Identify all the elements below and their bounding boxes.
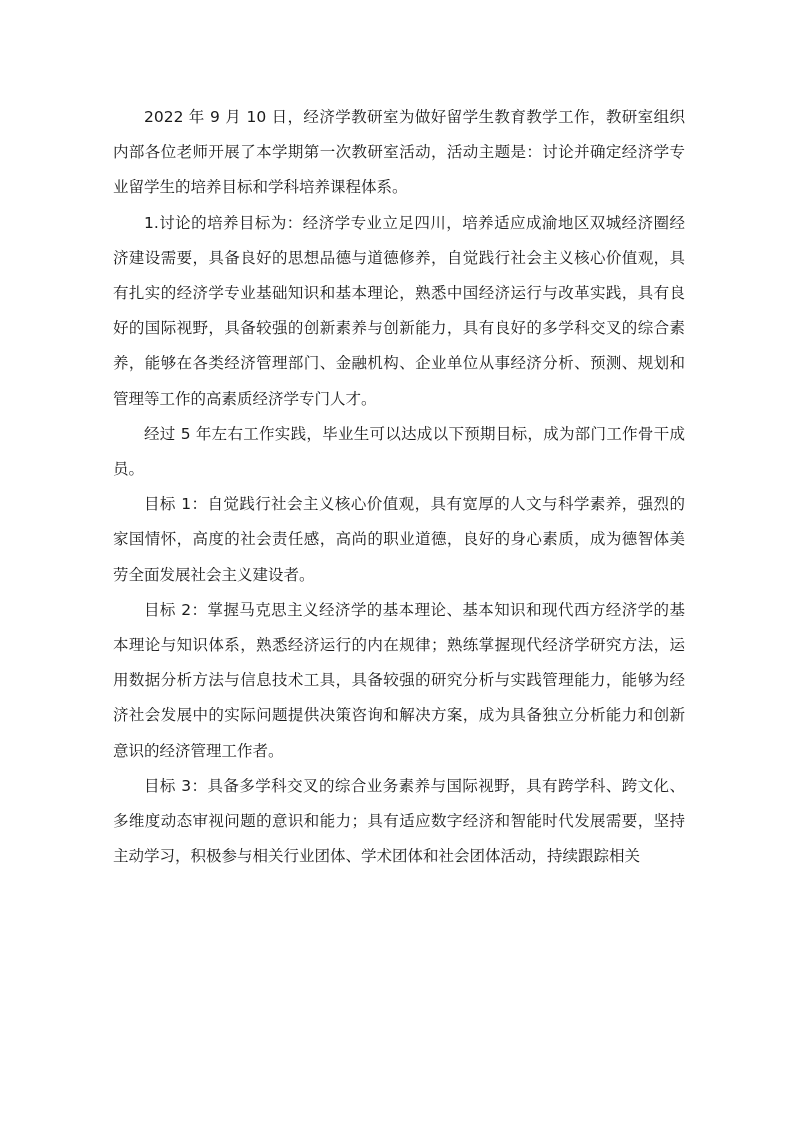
paragraph-goal-2: 目标 2：掌握马克思主义经济学的基本理论、基本知识和现代西方经济学的基本理论与知识体系，熟悉经济运行的内在规律；熟练掌握现代经济学研究方法，运用数据分析方法与信息技术工具，具备较强的研究分析与实践管理能力，能够为经济社会发展中的实际问题提供决策咨询和解决方案，成为具备独立分析能力和创新意识的经济管理工作者。 [113, 600, 685, 760]
paragraph-training-goal: 1.讨论的培养目标为：经济学专业立足四川，培养适应成渝地区双城经济圈经济建设需要，具备良好的思想品德与道德修养，自觉践行社会主义核心价值观，具有扎实的经济学专业基础知识和基本理论，熟悉中国经济运行与改革实践，具有良好的国际视野，具备较强的创新素养与创新能力，具有良好的多学科交叉的综合素养，能够在各类经济管理部门、金融机构、企业单位从事经济分析、预测、规划和管理等工作的高素质经济学专门人才。 [113, 213, 685, 408]
paragraph-goal-3: 目标 3：具备多学科交叉的综合业务素养与国际视野，具有跨学科、跨文化、多维度动态审视问题的意识和能力；具有适应数字经济和智能时代发展需要，坚持主动学习，积极参与相关行业团体、学术团体和社会团体活动，持续跟踪相关 [113, 776, 685, 866]
paragraph-goal-1: 目标 1：自觉践行社会主义核心价值观，具有宽厚的人文与科学素养，强烈的家国情怀，高度的社会责任感，高尚的职业道德，良好的身心素质，成为德智体美劳全面发展社会主义建设者。 [113, 495, 685, 584]
document-body [113, 100, 685, 874]
paragraph-expected-goals: 经过 5 年左右工作实践，毕业生可以达成以下预期目标，成为部门工作骨干成员。 [113, 424, 685, 479]
paragraph-meeting-intro: 2022 年 9 月 10 日，经济学教研室为做好留学生教育教学工作，教研室组织内部各位老师开展了本学期第一次教研室活动，活动主题是：讨论并确定经济学专业留学生的培养目标和学科培养课程体系。 [113, 108, 685, 197]
